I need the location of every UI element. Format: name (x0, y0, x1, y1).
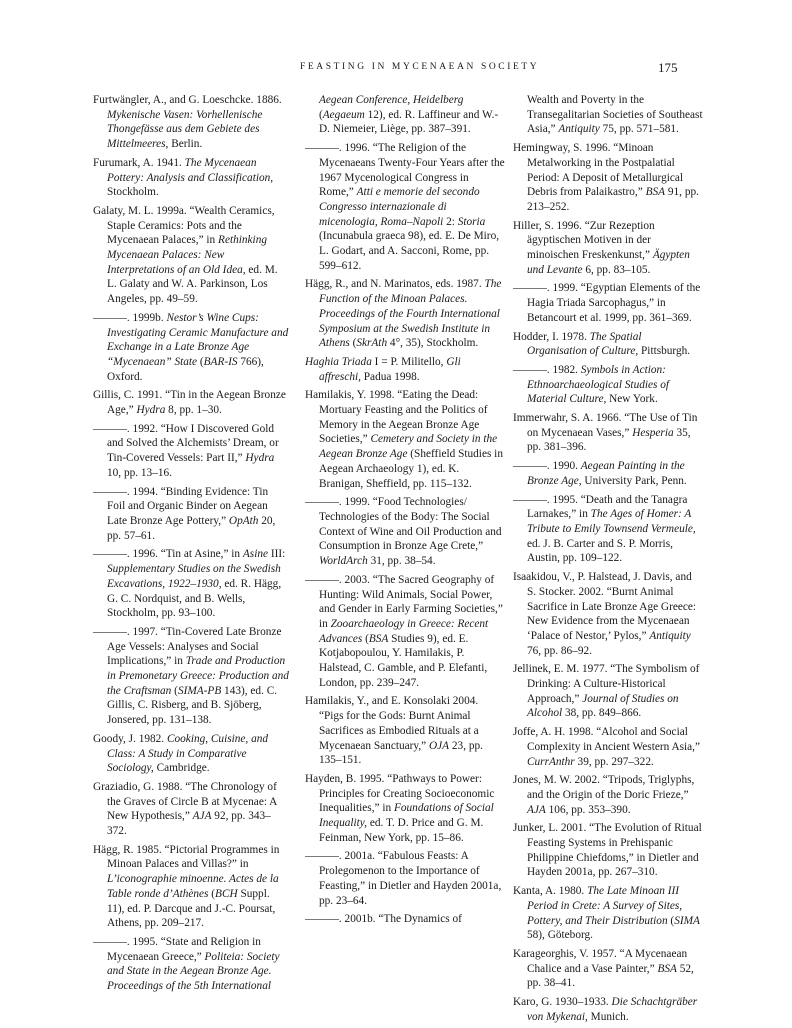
bibliography-entry: ———. 2003. “The Sacred Geography of Hunting: Wild Animals, Social Power, and Gender in Early Farming Societies,” in Zooarchaeology in Greece: Recent Advances (BSA Studies 9), ed. E. Kotjabopoulou, Y. Hamilakis, P. Halstead, C. Gamble, and P. Elefanti, London, pp. 239–247. (305, 573, 503, 689)
bibliography-entry: Wealth and Poverty in the Transegalitarian Societies of Southeast Asia,” Antiquity 75, pp. 571–581. (527, 94, 703, 136)
bibliography-entry: Hodder, I. 1978. The Spatial Organisation of Culture, Pittsburgh. (513, 330, 691, 358)
italic-title: Aegean Painting in the Bronze Age, (527, 460, 685, 487)
italic-title: The Late Minoan III Period in Crete: A Survey of Sites, Pottery, and Their Distribution (527, 885, 683, 927)
italic-title: Rethinking Mycenaean Palaces: New Interpretations of an Old Idea, (107, 234, 267, 276)
italic-title: Zooarchaeology in Greece: Recent Advances (319, 617, 489, 645)
bibliography-entry: Hägg, R., and N. Marinatos, eds. 1987. The Function of the Minoan Palaces. Proceedings of the Fourth International Symposium at the Swedish Institute in Athens (SkrAth 4°, 35), Stockholm. (305, 278, 502, 350)
italic-title: Supplementary Studies on the Swedish Excavations, 1922–1930, (107, 563, 281, 590)
italic-title: SkrAth (356, 337, 388, 350)
bibliography-entry: Haghia Triada I = P. Militello, Gli affreschi, Padua 1998. (305, 355, 461, 383)
italic-title: Antiquity (649, 629, 691, 642)
italic-title: The Mycenaean Pottery: Analysis and Classification, (107, 156, 274, 184)
italic-title: OJA (429, 739, 450, 752)
italic-title: Nestor’s Wine Cups: Investigating Ceramic Manufacture and Exchange in a Late Bronze Age “Mycenaean” State (107, 311, 289, 368)
italic-title: Hydra (245, 452, 275, 465)
bibliography-entry: ———. 1995. “State and Religion in Mycenaean Greece,” Politeia: Society and State in the Aegean Bronze Age. Proceedings of the 5th International (93, 935, 280, 993)
bibliography-entry: Aegean Conference, Heidelberg (Aegaeum 12), ed. R. Laffineur and W.-D. Niemeier, Liège, pp. 387–391. (319, 94, 499, 136)
italic-title: Journal of Studies on Alcohol (527, 692, 679, 720)
italic-title: AJA (527, 803, 546, 816)
bibliography-entry: Hemingway, S. 1996. “Minoan Metalworking in the Postpalatial Period: A Deposit of Metallurgical Debris from Palaikastro,” BSA 91, pp. 213–252. (513, 142, 699, 213)
bibliography-entry: ———. 1997. “Tin-Covered Late Bronze Age Vessels: Analyses and Social Implications,” in Trade and Production in Premonetary Greece: Production and the Craftsman (SIMA-PB 143), ed. C. Gillis, C. Risberg, and B. Sjöberg, Jonsered, pp. 131–138. (93, 625, 289, 727)
bibliography-entry: Jellinek, E. M. 1977. “The Symbolism of Drinking: A Culture-Historical Approach,” Journal of Studies on Alcohol 38, pp. 849–866. (513, 663, 700, 720)
italic-title: Cemetery and Society in the Aegean Bronze Age (319, 433, 498, 461)
italic-title: Asine (242, 548, 269, 561)
italic-title: SIMA (674, 914, 700, 927)
italic-title: Trade and Production in Premonetary Greece: Production and the Craftsman (107, 655, 289, 697)
italic-title: CurrAnthr (527, 755, 575, 768)
italic-title: Cooking, Cuisine, and Class: A Study in Comparative Sociology, (107, 732, 269, 775)
bibliography-entry: Isaakidou, V., P. Halstead, J. Davis, and S. Stocker. 2002. “Burnt Animal Sacrifice in Late Bronze Age Greece: New Evidence from the Mycenaean ‘Palace of Nestor,’ Pylos,” Antiquity 76, pp. 86–92. (513, 571, 697, 657)
italic-title: Storia (457, 215, 486, 228)
bibliography-entry: Kanta, A. 1980. The Late Minoan III Period in Crete: A Survey of Sites, Pottery, and Their Distribution (SIMA 58), Göteborg. (513, 885, 700, 942)
page-number: 175 (658, 60, 678, 75)
bibliography-entry: ———. 1982. Symbols in Action: Ethnoarchaeological Studies of Material Culture, New York. (513, 363, 670, 406)
italic-title: L’iconographie minoenne. Actes de la Table ronde d’Athènes (107, 873, 279, 900)
italic-title: Hesperia (632, 426, 674, 439)
bibliography-column-1 (93, 93, 289, 998)
bibliography-entry: ———. 1996. “The Religion of the Mycenaeans Twenty-Four Years after the 1967 Mycenological Congress in Rome,” Atti e memorie del secondo Congresso internazionale di micenologia, Roma–Napoli 2: Storia (Incunabula graeca 98), ed. E. De Miro, L. Godart, and A. Sacconi, Rome, pp. 599–612. (305, 142, 505, 272)
bibliography-entry: Furumark, A. 1941. The Mycenaean Pottery: Analysis and Classification, Stockholm. (93, 156, 274, 199)
bibliography-entry: ———. 1994. “Binding Evidence: Tin Foil and Organic Binder on Aegean Late Bronze Age Pottery,” OpAth 20, pp. 57–61. (93, 485, 276, 542)
italic-title: BSA (368, 632, 389, 645)
italic-title: AJA (192, 810, 212, 823)
bibliography-entry: Joffe, A. H. 1998. “Alcohol and Social Complexity in Ancient Western Asia,” CurrAnthr 39, pp. 297–322. (513, 726, 701, 768)
bibliography-entry: ———. 1999b. Nestor’s Wine Cups: Investigating Ceramic Manufacture and Exchange in a Late Bronze Age “Mycenaean” State (BAR-IS 766), Oxford. (93, 311, 289, 383)
italic-title: Aegaeum (322, 108, 365, 121)
italic-title: Die Schachtgräber von Mykenai, (527, 996, 698, 1023)
italic-title: Ägypten und Levante (527, 249, 690, 276)
running-title: FEASTING IN MYCENAEAN SOCIETY (300, 62, 540, 72)
bibliography-entry: ———. 1995. “Death and the Tanagra Larnakes,” in The Ages of Homer: A Tribute to Emily Townsend Vermeule, ed. J. B. Carter and S. P. Morris, Austin, pp. 109–122. (513, 493, 696, 565)
bibliography-entry: ———. 1996. “Tin at Asine,” in Asine III: Supplementary Studies on the Swedish Excavations, 1922–1930, ed. R. Hägg, G. C. Nordquist, and B. Wells, Stockholm, pp. 93–100. (93, 548, 286, 620)
italic-title: The Spatial Organisation of Culture, (527, 330, 642, 358)
bibliography-entry: Karageorghis, V. 1957. “A Mycenaean Chalice and a Vase Painter,” BSA 52, pp. 38–41. (513, 947, 694, 990)
bibliography-entry: ———. 1999. “Egyptian Elements of the Hagia Triada Sarcophagus,” in Betancourt et al. 1999, pp. 361–369. (513, 282, 701, 324)
italic-title: Atti e memorie del secondo Congresso internazionale di micenologia, Roma–Napoli (319, 186, 480, 228)
bibliography-column-3 (513, 93, 703, 1028)
bibliography-entry: Hägg, R. 1985. “Pictorial Programmes in Minoan Palaces and Villas?” in L’iconographie minoenne. Actes de la Table ronde d’Athènes (BCH Suppl. 11), ed. P. Darcque and J.-C. Poursat, Athens, pp. 209–217. (93, 843, 280, 930)
bibliography-entry: Gillis, C. 1991. “Tin in the Aegean Bronze Age,” Hydra 8, pp. 1–30. (93, 389, 286, 417)
bibliography-entry: Jones, M. W. 2002. “Tripods, Triglyphs, and the Origin of the Doric Frieze,” AJA 106, pp. 353–390. (513, 774, 695, 816)
italic-title: SIMA-PB (177, 684, 222, 697)
italic-title: Aegean Conference, Heidelberg (319, 94, 464, 106)
bibliography-entry: Goody, J. 1982. Cooking, Cuisine, and Class: A Study in Comparative Sociology, Cambridge. (93, 732, 269, 775)
bibliography-entry: Karo, G. 1930–1933. Die Schachtgräber von Mykenai, Munich. (513, 996, 698, 1023)
bibliography-entry: Hiller, S. 1996. “Zur Rezeption ägyptischen Motiven in der minoischen Freskenkunst,” Ägypten und Levante 6, pp. 83–105. (513, 219, 690, 276)
bibliography-entry: Junker, L. 2001. “The Evolution of Ritual Feasting Systems in Prehispanic Philippine Chiefdoms,” in Dietler and Hayden 2001a, pp. 267–310. (513, 822, 702, 879)
italic-title: BAR-IS (203, 355, 238, 368)
italic-title: BSA (645, 186, 666, 199)
italic-title: Foundations of Social Inequality, (319, 802, 494, 830)
bibliography-entry: Hayden, B. 1995. “Pathways to Power: Principles for Creating Socioeconomic Inequalities,” in Foundations of Social Inequality, ed. T. D. Price and G. M. Feinman, New York, pp. 15–86. (305, 772, 495, 844)
bibliography-entry: Immerwahr, S. A. 1966. “The Use of Tin on Mycenaean Vases,” Hesperia 35, pp. 381–396. (513, 412, 698, 454)
bibliography-entry: ———. 2001b. “The Dynamics of (305, 913, 462, 926)
italic-title: The Ages of Homer: A Tribute to Emily Townsend Vermeule, (527, 508, 696, 535)
italic-title: WorldArch (319, 555, 368, 568)
italic-title: BCH (215, 887, 238, 900)
italic-title: BSA (657, 962, 677, 975)
bibliography-entry: Hamilakis, Y. 1998. “Eating the Dead: Mortuary Feasting and the Politics of Memory in the Aegean Bronze Age Societies,” Cemetery and Society in the Aegean Bronze Age (Sheffield Studies in Aegean Archaeology 1), ed. K. Branigan, Sheffield, pp. 115–132. (305, 389, 503, 490)
italic-title: The Function of the Minoan Palaces. Proceedings of the Fourth International Symposium at the Swedish Institute in Athens (319, 278, 502, 350)
italic-title: Symbols in Action: Ethnoarchaeological Studies of Material Culture, (527, 363, 670, 406)
bibliography-entry: ———. 1992. “How I Discovered Gold and Solved the Alchemists’ Dream, or Tin-Covered Vessels: Part II,” Hydra 10, pp. 13–16. (93, 422, 279, 479)
italic-title: Haghia Triada (305, 355, 372, 368)
italic-title: Antiquity (558, 123, 600, 136)
italic-title: Mykenische Vasen: Vorhellenische Thongefässe aus dem Gebiete des Mittelmeeres, (107, 108, 263, 151)
bibliography-entry: Furtwängler, A., and G. Loeschcke. 1886. Mykenische Vasen: Vorhellenische Thongefässe aus dem Gebiete des Mittelmeeres, Berlin. (93, 94, 282, 151)
bibliography-entry: ———. 1990. Aegean Painting in the Bronze Age, University Park, Penn. (513, 460, 687, 487)
italic-title: Gli affreschi, (319, 355, 461, 383)
bibliography-column-2 (305, 93, 505, 931)
bibliography-entry: Graziadio, G. 1988. “The Chronology of the Graves of Circle B at Mycenae: A New Hypothesis,” AJA 92, pp. 343–372. (93, 780, 277, 838)
italic-title: Politeia: Society and State in the Aegean Bronze Age. Proceedings of the 5th International (107, 950, 280, 993)
bibliography-entry: ———. 2001a. “Fabulous Feasts: A Prolegomenon to the Importance of Feasting,” in Dietler and Hayden 2001a, pp. 23–64. (305, 850, 502, 907)
italic-title: OpAth (228, 514, 259, 527)
italic-title: Hydra (136, 404, 166, 417)
bibliography-entry: Hamilakis, Y., and E. Konsolaki 2004. “Pigs for the Gods: Burnt Animal Sacrifices as Embodied Rituals at a Mycenaean Sanctuary,” OJA 23, pp. 135–151. (305, 695, 483, 767)
bibliography-entry: Galaty, M. L. 1999a. “Wealth Ceramics, Staple Ceramics: Pots and the Mycenaean Palaces,” in Rethinking Mycenaean Palaces: New Interpretations of an Old Idea, ed. M. L. Galaty and W. A. Parkinson, Los Angeles, pp. 49–59. (93, 204, 278, 306)
bibliography-entry: ———. 1999. “Food Technologies/ Technologies of the Body: The Social Context of Wine and Oil Production and Consumption in Bronze Age Crete,” WorldArch 31, pp. 38–54. (305, 496, 502, 568)
